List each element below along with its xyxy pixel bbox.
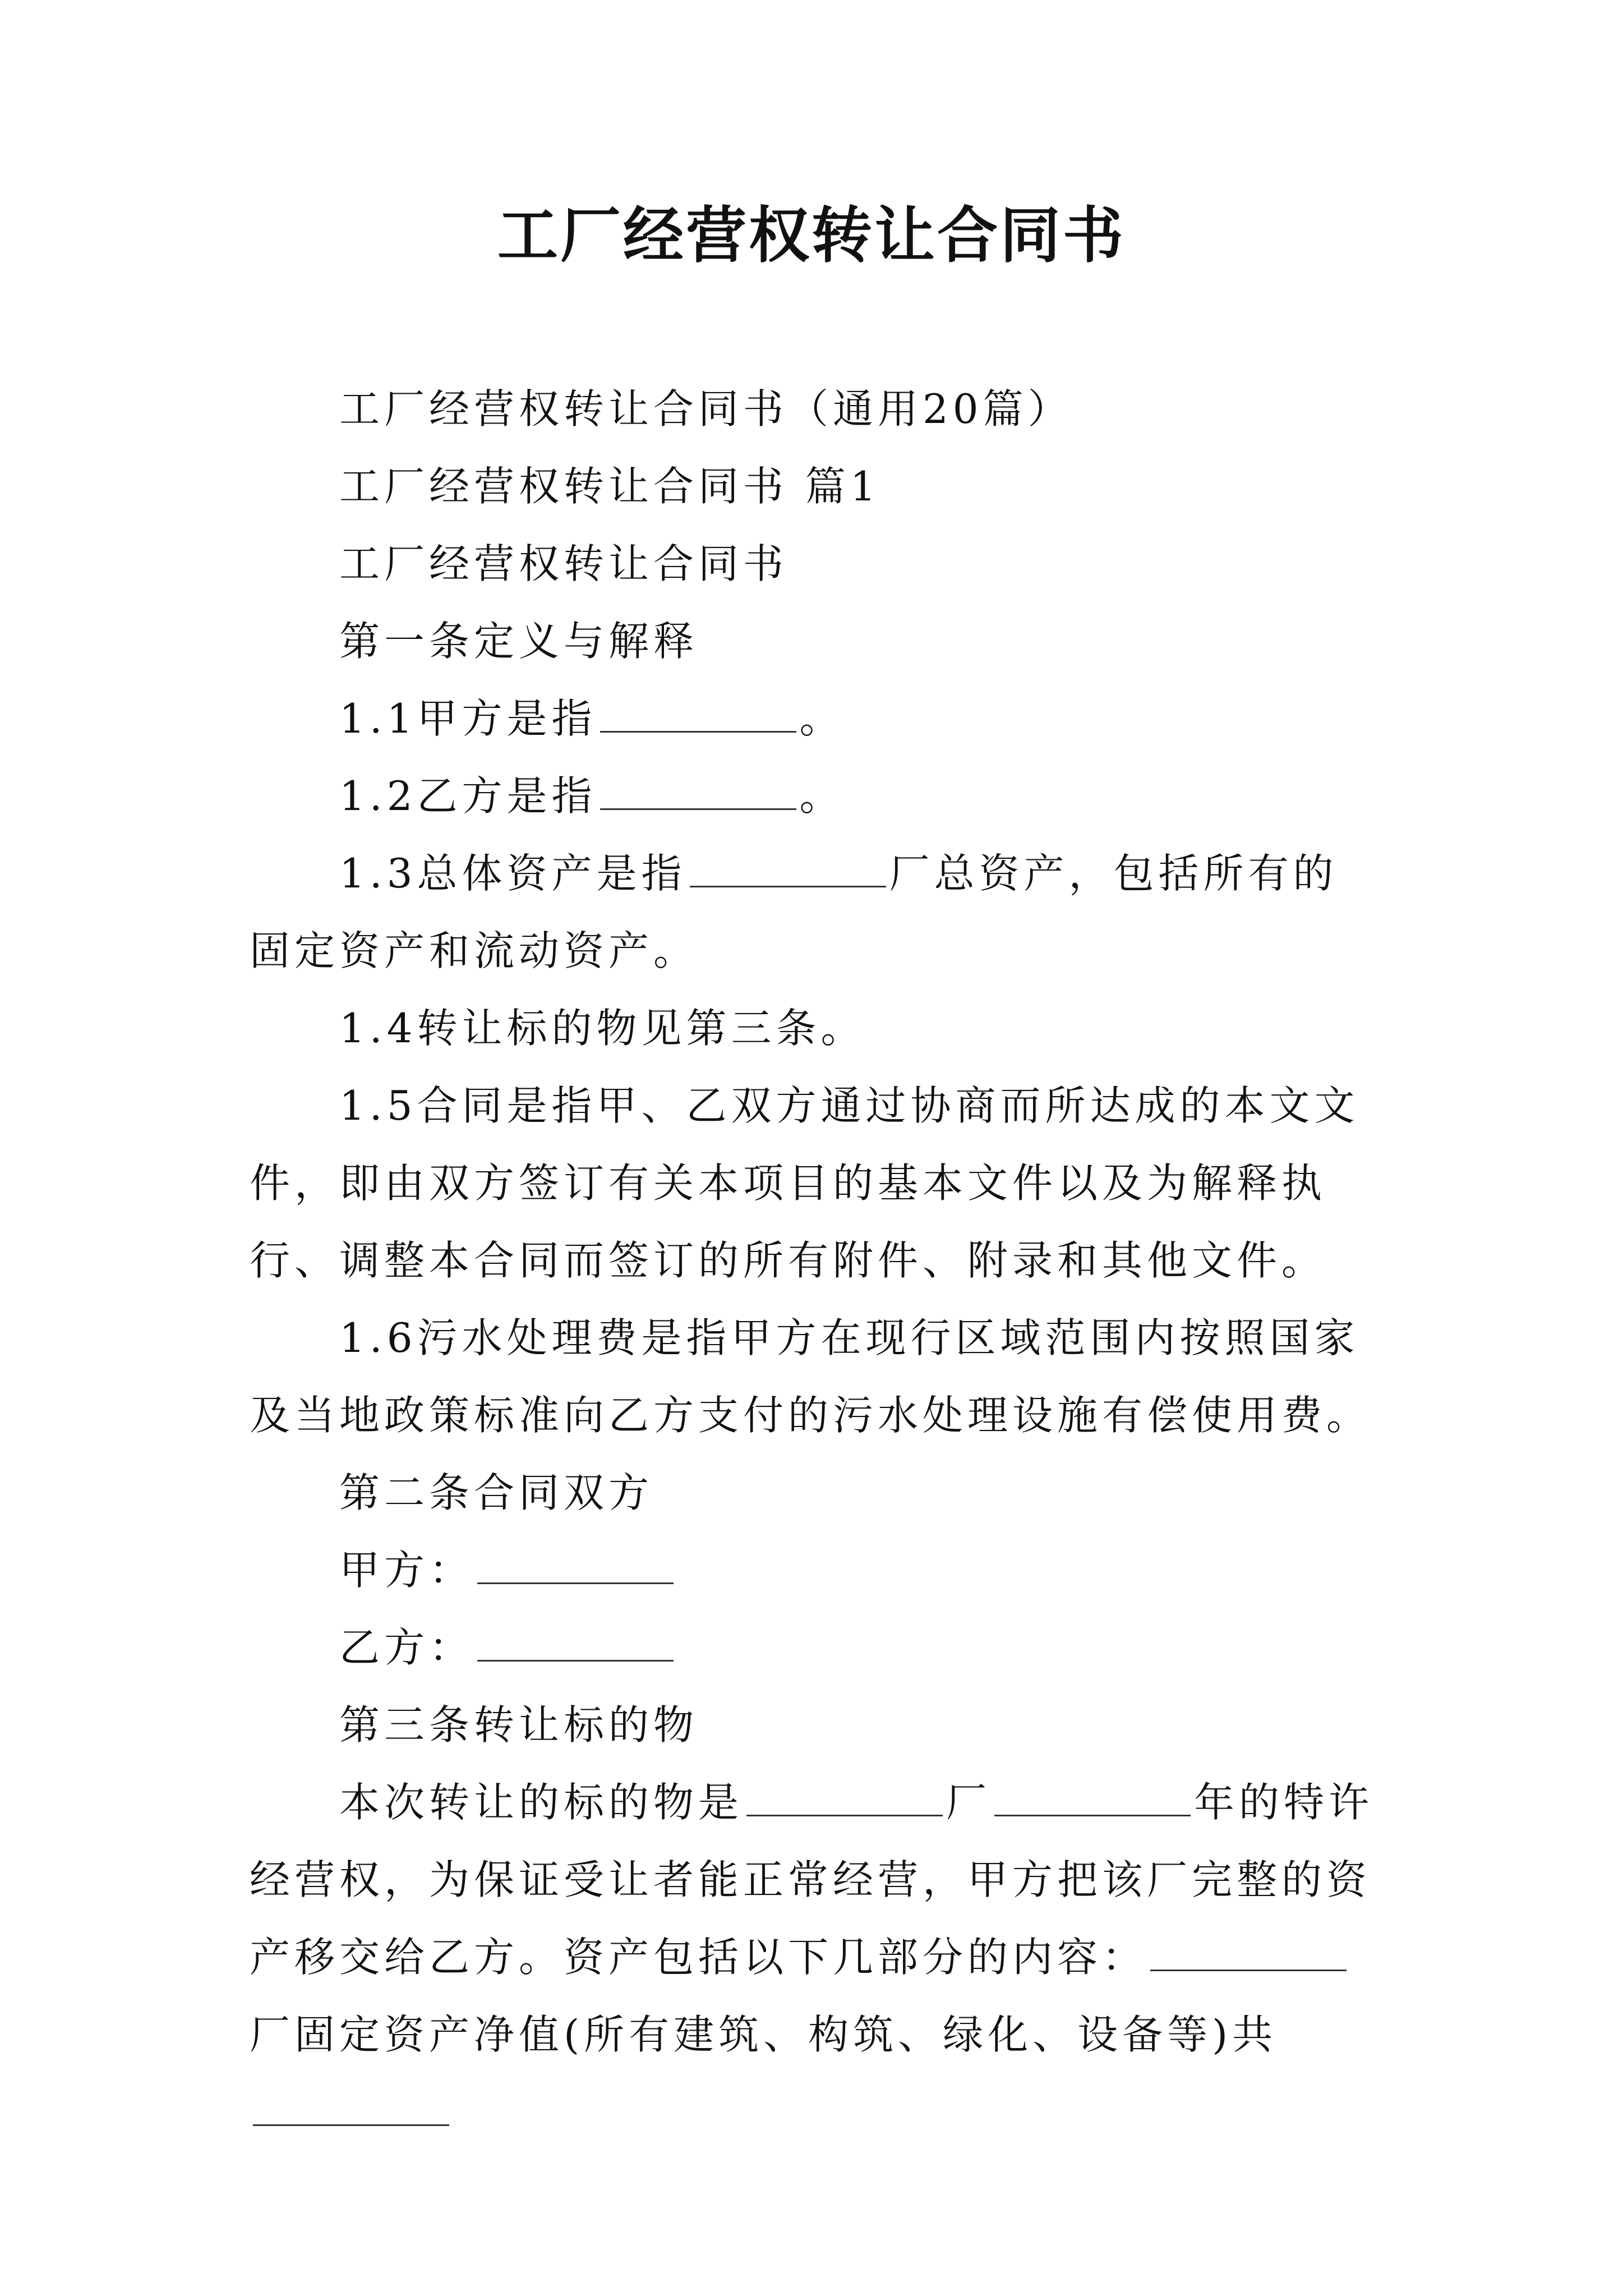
document-title: 工厂经营权转让合同书 (497, 200, 1126, 271)
clause-text: 厂 (946, 1779, 992, 1826)
fill-in-blank (690, 849, 886, 887)
clause (250, 1764, 1382, 2151)
paragraph-text: 工厂经营权转让合同书 (339, 540, 789, 587)
clause (250, 1067, 1382, 1299)
paragraph-text: 工厂经营权转让合同书（通用20篇） (339, 385, 1073, 432)
document-body (250, 370, 1382, 2151)
fill-in-blank (477, 1623, 674, 1662)
section-heading-text: 第三条转让标的物 (339, 1701, 699, 1749)
fill-in-blank (253, 2088, 449, 2126)
section-heading (250, 1454, 1382, 1531)
party-line (250, 1609, 1382, 1686)
clause (250, 835, 1382, 990)
clause-text: 1.2乙方是指 (339, 772, 597, 820)
fill-in-blank (477, 1546, 674, 1584)
clause (250, 990, 1382, 1067)
paragraph (250, 448, 1382, 525)
clause-text: 。 (799, 695, 845, 742)
clause-text: 1.4转让标的物见第三条。 (339, 1005, 866, 1052)
clause-text: 1.6污水处理费是指甲方在现行区域范围内按照国家及当地政策标准向乙方支付的污水处理设施有偿使用费。 (250, 1314, 1372, 1439)
paragraph (250, 370, 1382, 448)
clause-text: 。 (799, 772, 845, 820)
clause-text: 1.3总体资产是指 (339, 850, 686, 897)
party-label: 乙方： (339, 1624, 474, 1671)
fill-in-blank (1150, 1933, 1347, 1971)
section-heading (250, 602, 1382, 680)
fill-in-blank (600, 694, 796, 733)
clause-text: 厂总资产，包括所有的固定资产和流动资产。 (250, 850, 1338, 974)
clause-text: 厂固定资产净值(所有建筑、构筑、绿化、设备等)共 (250, 2011, 1278, 2058)
clause-text: 本次转让的标的物是 (339, 1779, 744, 1826)
clause (250, 1299, 1382, 1454)
fill-in-blank (600, 772, 796, 810)
party-line (250, 1531, 1382, 1609)
clause-text: 1.5合同是指甲、乙双方通过协商而所达成的本文文件，即由双方签订有关本项目的基本文件以及为解释执行、调整本合同而签订的所有附件、附录和其他文件。 (250, 1082, 1359, 1284)
clause (250, 757, 1382, 835)
paragraph-text: 工厂经营权转让合同书 篇1 (339, 463, 880, 510)
section-heading-text: 第一条定义与解释 (339, 618, 699, 665)
paragraph (250, 525, 1382, 602)
section-heading-text: 第二条合同双方 (339, 1469, 654, 1516)
clause-text: 年的特许经营权，为保证受让者能正常经营，甲方把该厂完整的资产移交给乙方。资产包括以下几部分的内容： (250, 1779, 1374, 1981)
section-heading (250, 1686, 1382, 1764)
clause-text: 1.1甲方是指 (339, 695, 597, 742)
clause (250, 680, 1382, 757)
fill-in-blank (994, 1778, 1191, 1816)
party-label: 甲方： (339, 1547, 474, 1594)
fill-in-blank (746, 1778, 943, 1816)
